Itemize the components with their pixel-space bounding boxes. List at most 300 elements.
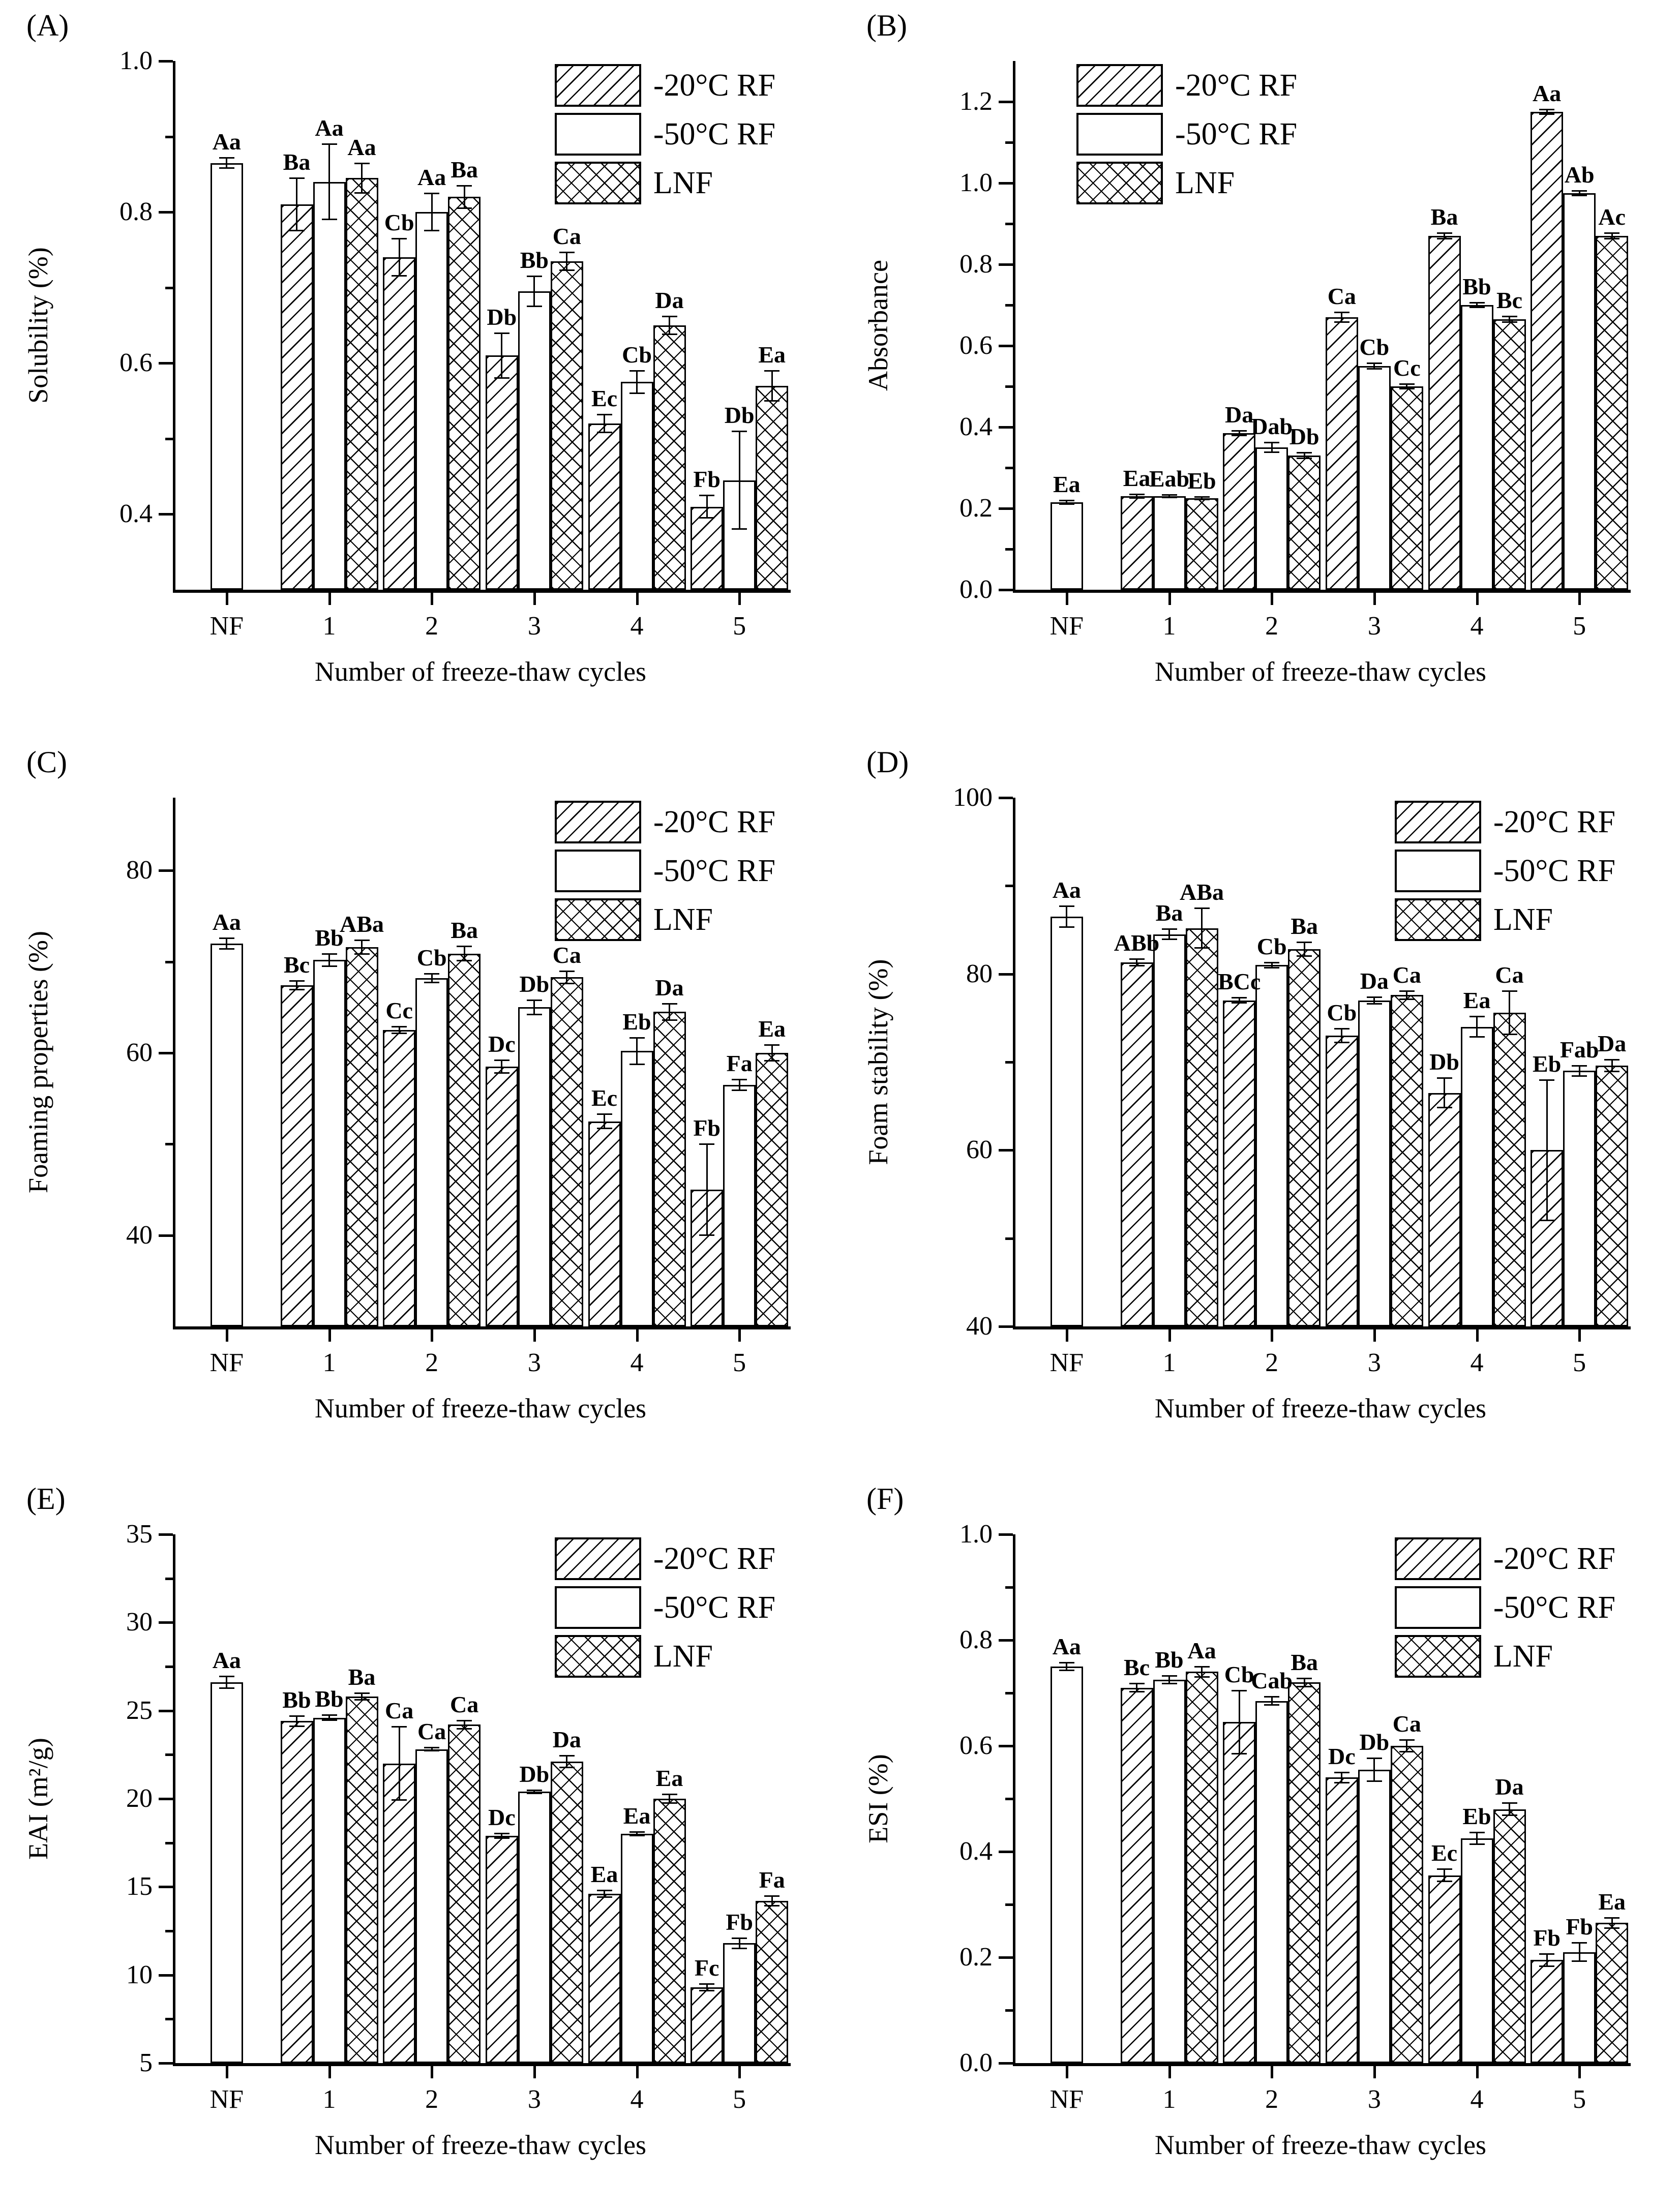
bar bbox=[1358, 366, 1391, 590]
legend-item bbox=[555, 64, 775, 107]
error-bar-cap-bottom bbox=[699, 1234, 714, 1236]
error-bar-cap-top bbox=[1059, 905, 1074, 907]
x-axis-tick bbox=[226, 2066, 228, 2078]
legend-item bbox=[555, 850, 775, 892]
error-bar-cap-bottom bbox=[1572, 1960, 1587, 1962]
error-bar-cap-top bbox=[1129, 958, 1145, 960]
error-bar-cap-bottom bbox=[1297, 1686, 1312, 1687]
x-axis-tick-label: 1 bbox=[1162, 612, 1176, 641]
chart-panel-d bbox=[840, 737, 1680, 1473]
y-axis-major-tick bbox=[159, 1710, 173, 1712]
bar bbox=[1358, 1001, 1391, 1326]
y-axis-major-tick bbox=[159, 1974, 173, 1977]
significance-label: Ba bbox=[1291, 1649, 1318, 1675]
significance-label: Bb bbox=[315, 924, 344, 951]
error-bar-cap-top bbox=[1059, 500, 1074, 501]
error-bar-cap-bottom bbox=[629, 392, 645, 394]
x-axis-tick bbox=[738, 593, 741, 605]
significance-label: Da bbox=[1598, 1030, 1627, 1056]
bar bbox=[1288, 949, 1321, 1326]
x-axis-tick bbox=[533, 1329, 536, 1342]
significance-label: Ea bbox=[590, 1861, 618, 1888]
significance-label: Ca bbox=[1327, 283, 1356, 310]
error-bar-cap-top bbox=[289, 980, 305, 982]
significance-label: Ea bbox=[623, 1803, 651, 1829]
x-axis-tick bbox=[533, 2066, 536, 2078]
significance-label: Dc bbox=[488, 1804, 516, 1830]
legend bbox=[1395, 1537, 1615, 1678]
bar bbox=[621, 1051, 653, 1326]
y-axis-tick-label: 15 bbox=[126, 1872, 153, 1901]
x-axis-tick bbox=[1168, 593, 1171, 605]
legend-label: -50°C RF bbox=[1493, 1590, 1615, 1625]
x-axis-title: Number of freeze-thaw cycles bbox=[1154, 2130, 1487, 2160]
significance-label: Ea bbox=[758, 1015, 786, 1042]
y-axis-major-tick bbox=[999, 1851, 1013, 1853]
y-axis-minor-tick bbox=[1005, 2009, 1013, 2012]
plot-area bbox=[959, 61, 1631, 641]
bar bbox=[1391, 995, 1423, 1326]
y-axis-tick-label: 20 bbox=[126, 1784, 153, 1813]
y-axis-tick-label: 1.0 bbox=[959, 168, 993, 197]
error-bar-cap-top bbox=[494, 332, 509, 334]
y-axis-minor-tick bbox=[1005, 1237, 1013, 1240]
panel-label: (C) bbox=[26, 745, 67, 779]
y-axis-major-tick bbox=[159, 211, 173, 214]
significance-label: Cc bbox=[385, 997, 413, 1024]
error-bar bbox=[706, 495, 708, 518]
error-bar-cap-top bbox=[662, 316, 677, 317]
legend-item bbox=[1395, 898, 1615, 941]
error-bar-cap-bottom bbox=[559, 983, 575, 984]
y-axis-tick-label: 0.8 bbox=[119, 197, 153, 227]
error-bar-cap-bottom bbox=[1502, 321, 1517, 323]
y-axis-tick-label: 0.4 bbox=[959, 412, 993, 441]
y-axis-minor-tick bbox=[165, 1930, 173, 1932]
error-bar-cap-bottom bbox=[1129, 1691, 1145, 1692]
x-axis-tick bbox=[328, 2066, 331, 2078]
error-bar-cap-top bbox=[699, 1143, 714, 1145]
chart-panel-f bbox=[840, 1473, 1680, 2210]
error-bar-cap-bottom bbox=[1264, 1704, 1279, 1706]
x-axis-tick bbox=[431, 1329, 433, 1342]
x-axis-tick bbox=[328, 593, 331, 605]
legend-swatch-diag bbox=[1076, 64, 1163, 107]
error-bar-cap-bottom bbox=[1399, 388, 1415, 389]
legend bbox=[1395, 801, 1615, 941]
bar bbox=[1121, 962, 1153, 1326]
error-bar-cap-top bbox=[1232, 430, 1247, 432]
x-axis-title: Number of freeze-thaw cycles bbox=[1154, 656, 1487, 687]
significance-label: Ea bbox=[655, 1765, 683, 1792]
error-bar-cap-bottom bbox=[1059, 1670, 1074, 1671]
error-bar-cap-top bbox=[392, 238, 407, 239]
y-axis-tick-label: 40 bbox=[126, 1220, 153, 1250]
y-axis-minor-tick bbox=[165, 2018, 173, 2020]
chart-panel-e bbox=[0, 1473, 840, 2210]
x-axis-tick-label: 1 bbox=[322, 2085, 336, 2114]
x-axis-tick bbox=[1578, 2066, 1581, 2078]
bar bbox=[448, 197, 481, 590]
error-bar-cap-bottom bbox=[1502, 1814, 1517, 1816]
error-bar-cap-bottom bbox=[1194, 947, 1210, 949]
significance-label: Da bbox=[1495, 1774, 1524, 1800]
significance-label: Cb bbox=[384, 209, 414, 236]
bar bbox=[723, 1943, 756, 2063]
legend-item bbox=[1395, 801, 1615, 843]
significance-label: Cb bbox=[622, 342, 652, 368]
significance-label: Aa bbox=[1187, 1638, 1216, 1663]
legend-label: LNF bbox=[653, 902, 713, 937]
y-axis-minor-tick bbox=[165, 287, 173, 289]
y-axis-major-tick bbox=[159, 2062, 173, 2065]
y-axis-tick-label: 5 bbox=[139, 2048, 153, 2077]
significance-label: Cb bbox=[1327, 1000, 1357, 1026]
significance-label: Db bbox=[1429, 1049, 1459, 1075]
legend-swatch-plain bbox=[1076, 113, 1163, 156]
error-bar-cap-bottom bbox=[527, 1793, 542, 1794]
significance-label: Bb bbox=[1155, 1646, 1184, 1673]
x-axis-title: Number of freeze-thaw cycles bbox=[1154, 1393, 1487, 1424]
error-bar-cap-bottom bbox=[559, 1767, 575, 1768]
error-bar-cap-top bbox=[764, 370, 779, 372]
x-axis-tick bbox=[1476, 1329, 1479, 1342]
error-bar-cap-bottom bbox=[1437, 238, 1452, 239]
error-bar-cap-bottom bbox=[1469, 307, 1485, 308]
y-axis-minor-tick bbox=[1005, 548, 1013, 551]
y-axis-minor-tick bbox=[1005, 1692, 1013, 1694]
significance-label: Ba bbox=[451, 157, 478, 183]
bar bbox=[1563, 1071, 1596, 1326]
significance-label: Ec bbox=[591, 1085, 618, 1111]
error-bar bbox=[1341, 1028, 1342, 1043]
error-bar-cap-bottom bbox=[527, 306, 542, 307]
y-axis-major-tick bbox=[999, 589, 1013, 591]
legend-label: LNF bbox=[1493, 1639, 1553, 1674]
error-bar-cap-top bbox=[527, 1790, 542, 1791]
error-bar-cap-top bbox=[1367, 1758, 1382, 1759]
y-axis-tick-label: 30 bbox=[126, 1608, 153, 1637]
y-axis-minor-tick bbox=[165, 438, 173, 440]
bar bbox=[415, 1749, 448, 2063]
significance-label: Bc bbox=[1496, 287, 1523, 313]
significance-label: Ca bbox=[1392, 961, 1421, 988]
x-axis-tick-label: 2 bbox=[425, 612, 439, 641]
y-axis-tick-label: 0.6 bbox=[959, 331, 993, 360]
bar bbox=[486, 1836, 518, 2063]
bar bbox=[281, 985, 313, 1326]
legend-label: -50°C RF bbox=[1175, 117, 1298, 152]
significance-label: Ba bbox=[348, 1664, 376, 1690]
bar bbox=[346, 178, 378, 590]
x-axis-tick-label: 5 bbox=[1573, 1348, 1586, 1377]
bar bbox=[1563, 193, 1596, 590]
x-axis-tick-label: 2 bbox=[1265, 612, 1279, 641]
significance-label: Ca bbox=[552, 942, 581, 968]
y-axis-major-tick bbox=[999, 426, 1013, 429]
legend-label: -20°C RF bbox=[1175, 68, 1298, 103]
error-bar-cap-top bbox=[1572, 1065, 1587, 1067]
bar bbox=[1186, 498, 1218, 590]
error-bar-cap-top bbox=[597, 414, 612, 415]
bar bbox=[653, 325, 686, 590]
x-axis-tick-label: NF bbox=[209, 2085, 244, 2114]
x-axis-tick bbox=[533, 593, 536, 605]
error-bar-cap-top bbox=[1334, 312, 1349, 313]
error-bar-cap-top bbox=[1232, 1690, 1247, 1691]
error-bar-cap-top bbox=[629, 370, 645, 372]
bar bbox=[1461, 1027, 1493, 1326]
legend-swatch-plain bbox=[555, 1586, 641, 1629]
significance-label: Eb bbox=[1187, 467, 1216, 494]
significance-label: Fab bbox=[1559, 1036, 1599, 1063]
error-bar-cap-bottom bbox=[1469, 1036, 1485, 1038]
error-bar-cap-bottom bbox=[1539, 1220, 1554, 1221]
significance-label: Aa bbox=[1052, 1633, 1081, 1659]
error-bar-cap-top bbox=[1399, 990, 1415, 992]
significance-label: Ea bbox=[1598, 1889, 1626, 1915]
error-bar-cap-top bbox=[1367, 362, 1382, 364]
significance-label: Da bbox=[552, 1727, 581, 1753]
bar bbox=[1358, 1770, 1391, 2063]
error-bar bbox=[604, 414, 605, 433]
significance-label: Db bbox=[487, 304, 517, 330]
error-bar-cap-bottom bbox=[559, 269, 575, 271]
y-axis-major-tick bbox=[159, 869, 173, 872]
bar bbox=[1255, 965, 1288, 1326]
legend-label: LNF bbox=[653, 166, 713, 200]
error-bar-cap-bottom bbox=[597, 1128, 612, 1129]
error-bar-cap-top bbox=[597, 1113, 612, 1115]
x-axis-tick-label: 3 bbox=[527, 2085, 541, 2114]
bar bbox=[691, 1987, 723, 2063]
bar bbox=[1153, 934, 1186, 1326]
error-bar bbox=[604, 1114, 605, 1129]
error-bar-cap-top bbox=[424, 973, 439, 975]
error-bar-cap-top bbox=[1129, 494, 1145, 495]
significance-label: Aa bbox=[417, 164, 446, 190]
legend-swatch-plain bbox=[555, 113, 641, 156]
error-bar-cap-bottom bbox=[662, 1019, 677, 1021]
y-axis-major-tick bbox=[999, 1149, 1013, 1152]
bar bbox=[653, 1799, 686, 2063]
significance-label: Cb bbox=[1256, 933, 1287, 960]
y-axis-minor-tick bbox=[1005, 141, 1013, 144]
significance-label: Ba bbox=[1291, 913, 1318, 940]
bar bbox=[1493, 1809, 1526, 2063]
error-bar-cap-top bbox=[322, 1714, 337, 1716]
error-bar bbox=[566, 1755, 567, 1768]
significance-label: Ca bbox=[450, 1691, 479, 1717]
x-axis-tick bbox=[1066, 593, 1068, 605]
error-bar bbox=[566, 971, 567, 984]
significance-label: Cab bbox=[1251, 1668, 1293, 1694]
significance-label: Cb bbox=[416, 945, 447, 971]
legend-swatch-plain bbox=[555, 850, 641, 892]
error-bar-cap-top bbox=[559, 971, 575, 972]
legend-item bbox=[1395, 1635, 1615, 1678]
bar bbox=[1326, 1777, 1358, 2063]
y-axis-major-tick bbox=[999, 1956, 1013, 1959]
error-bar-cap-top bbox=[392, 1726, 407, 1728]
panel-label: (F) bbox=[866, 1482, 904, 1516]
bar bbox=[1223, 1001, 1255, 1326]
error-bar bbox=[501, 333, 502, 378]
legend-item bbox=[1395, 1586, 1615, 1629]
significance-label: Bb bbox=[282, 1687, 311, 1713]
significance-label: Ca bbox=[417, 1718, 446, 1745]
legend-swatch-diag bbox=[555, 64, 641, 107]
error-bar-cap-bottom bbox=[424, 230, 439, 231]
bar bbox=[756, 1901, 788, 2063]
x-axis-tick-label: 2 bbox=[425, 1348, 439, 1377]
bar bbox=[1255, 1701, 1288, 2063]
error-bar-cap-bottom bbox=[1399, 998, 1415, 1000]
x-axis-tick-label: 5 bbox=[1573, 612, 1586, 641]
error-bar-cap-bottom bbox=[494, 1837, 509, 1839]
bar bbox=[1121, 1688, 1153, 2063]
x-axis-tick bbox=[1373, 1329, 1376, 1342]
panel-label: (A) bbox=[26, 9, 69, 42]
significance-label: Aa bbox=[347, 134, 376, 160]
error-bar-cap-bottom bbox=[392, 275, 407, 277]
legend-swatch-cross bbox=[555, 162, 641, 204]
error-bar bbox=[361, 163, 363, 193]
error-bar-cap-top bbox=[1469, 1016, 1485, 1017]
significance-label: Bb bbox=[1462, 274, 1491, 300]
bar bbox=[281, 204, 313, 590]
x-axis-tick bbox=[636, 2066, 639, 2078]
plot-area bbox=[126, 1520, 791, 2114]
error-bar bbox=[739, 1938, 740, 1949]
y-axis-major-tick bbox=[999, 1745, 1013, 1747]
y-axis-major-tick bbox=[999, 2062, 1013, 2065]
bar bbox=[1461, 305, 1493, 590]
legend-item bbox=[1076, 162, 1297, 204]
error-bar-cap-top bbox=[1604, 232, 1619, 234]
error-bar-cap-top bbox=[354, 163, 370, 164]
significance-label: Db bbox=[1289, 423, 1319, 449]
significance-label: Ea bbox=[1123, 465, 1151, 491]
bar bbox=[1288, 456, 1321, 590]
y-axis-minor-tick bbox=[165, 1143, 173, 1145]
significance-label: Da bbox=[655, 287, 684, 314]
error-bar-cap-top bbox=[1572, 1942, 1587, 1944]
bar bbox=[723, 1085, 756, 1326]
error-bar-cap-bottom bbox=[1162, 939, 1177, 940]
error-bar-cap-bottom bbox=[1264, 967, 1279, 968]
x-axis-tick-label: NF bbox=[1049, 2085, 1084, 2114]
x-axis-tick bbox=[1271, 593, 1273, 605]
x-axis-title: Number of freeze-thaw cycles bbox=[314, 1393, 647, 1424]
error-bar bbox=[1444, 1078, 1445, 1108]
bar bbox=[1153, 1680, 1186, 2063]
legend-label: -50°C RF bbox=[1493, 854, 1615, 888]
significance-label: Fa bbox=[759, 1866, 785, 1893]
significance-label: Db bbox=[519, 971, 550, 997]
error-bar-cap-top bbox=[1334, 1772, 1349, 1773]
error-bar-cap-top bbox=[1604, 1059, 1619, 1061]
x-axis-tick-label: 4 bbox=[1470, 2085, 1484, 2114]
y-axis-tick-label: 80 bbox=[126, 856, 153, 885]
bar bbox=[756, 386, 788, 590]
error-bar-cap-bottom bbox=[1367, 1780, 1382, 1782]
x-axis-tick bbox=[636, 1329, 639, 1342]
significance-label: Da bbox=[1360, 967, 1389, 994]
error-bar-cap-bottom bbox=[219, 1687, 234, 1689]
legend-label: LNF bbox=[653, 1639, 713, 1674]
x-axis-tick-label: 4 bbox=[630, 612, 644, 641]
x-axis-tick bbox=[1578, 1329, 1581, 1342]
y-axis-title: Absorbance bbox=[863, 260, 893, 391]
error-bar-cap-top bbox=[1194, 907, 1210, 909]
error-bar-cap-top bbox=[597, 1890, 612, 1891]
bar bbox=[383, 1030, 415, 1326]
error-bar bbox=[1341, 1772, 1342, 1783]
significance-label: Bc bbox=[283, 952, 310, 978]
x-axis-tick-label: NF bbox=[209, 1348, 244, 1377]
significance-label: Dc bbox=[1328, 1743, 1356, 1769]
x-axis-tick-label: 5 bbox=[1573, 2085, 1586, 2114]
legend-label: -20°C RF bbox=[653, 805, 775, 839]
error-bar-cap-top bbox=[424, 1747, 439, 1748]
error-bar-cap-top bbox=[1264, 1696, 1279, 1698]
error-bar-cap-top bbox=[1502, 316, 1517, 317]
panel-label: (B) bbox=[866, 9, 907, 42]
error-bar-cap-bottom bbox=[1297, 458, 1312, 459]
y-axis-minor-tick bbox=[1005, 1798, 1013, 1800]
error-bar-cap-top bbox=[1502, 1802, 1517, 1804]
error-bar-cap-top bbox=[732, 1079, 747, 1080]
error-bar-cap-top bbox=[1194, 1666, 1210, 1668]
x-axis-tick bbox=[1476, 593, 1479, 605]
bar bbox=[691, 507, 723, 590]
error-bar-cap-bottom bbox=[289, 230, 305, 231]
error-bar bbox=[1509, 1803, 1510, 1815]
error-bar-cap-top bbox=[1367, 996, 1382, 998]
significance-label: Da bbox=[1225, 402, 1254, 428]
y-axis-title: Solubility (%) bbox=[23, 247, 53, 404]
error-bar bbox=[328, 144, 330, 220]
y-axis-tick-label: 1.0 bbox=[119, 46, 153, 75]
error-bar bbox=[226, 158, 227, 168]
error-bar-cap-top bbox=[1539, 1079, 1554, 1081]
error-bar-cap-top bbox=[1437, 1077, 1452, 1079]
error-bar-cap-bottom bbox=[322, 219, 337, 220]
bar bbox=[1531, 1960, 1563, 2063]
y-axis-minor-tick bbox=[165, 1578, 173, 1580]
y-axis-minor-tick bbox=[165, 961, 173, 963]
bar bbox=[1051, 502, 1083, 590]
error-bar-cap-bottom bbox=[322, 965, 337, 967]
y-axis-tick-label: 10 bbox=[126, 1960, 153, 1989]
legend-swatch-cross bbox=[1076, 162, 1163, 204]
error-bar-cap-top bbox=[1399, 383, 1415, 385]
y-axis-major-tick bbox=[159, 362, 173, 365]
error-bar-cap-bottom bbox=[764, 400, 779, 402]
significance-label: ABa bbox=[340, 911, 384, 937]
error-bar-cap-top bbox=[457, 185, 472, 187]
error-bar-cap-bottom bbox=[392, 1799, 407, 1801]
error-bar-cap-bottom bbox=[1059, 503, 1074, 505]
significance-label: Ec bbox=[1431, 1840, 1458, 1866]
legend-label: -50°C RF bbox=[653, 1590, 775, 1625]
y-axis-tick-label: 1.0 bbox=[959, 1520, 993, 1549]
chart-panel-a bbox=[0, 0, 840, 737]
y-axis-tick-label: 0.0 bbox=[959, 2048, 993, 2077]
error-bar-cap-bottom bbox=[1264, 451, 1279, 453]
bar bbox=[383, 1764, 415, 2063]
